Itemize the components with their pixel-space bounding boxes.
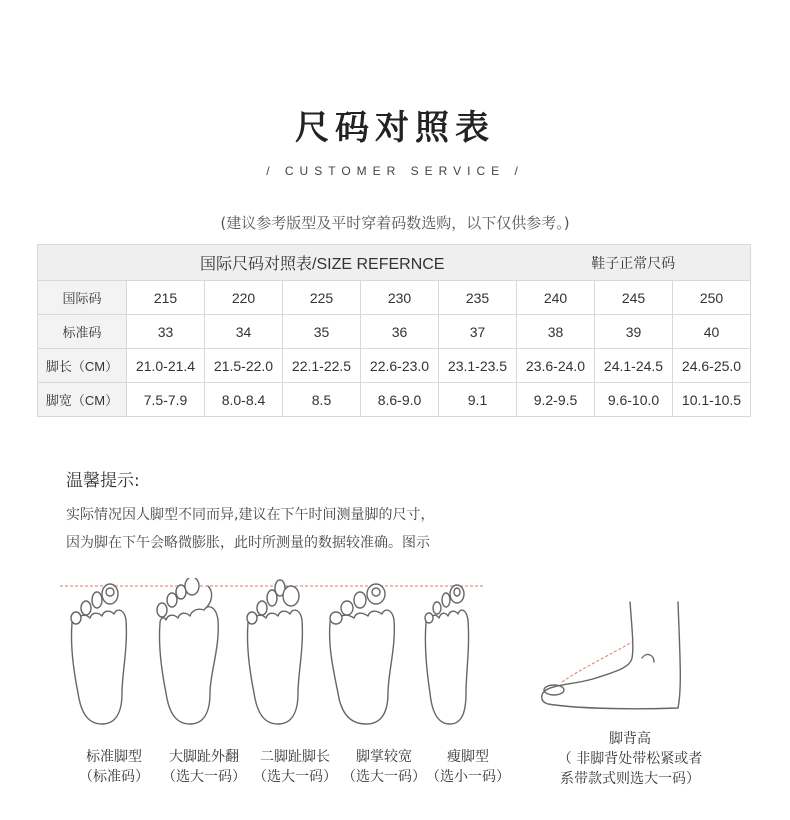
table-cell: 220 [205, 281, 283, 315]
table-cell: 9.6-10.0 [595, 383, 673, 417]
tips-line-1: 实际情况因人脚型不同而异,建议在下午时间测量脚的尺寸， [66, 507, 435, 523]
foot-type-name: 瘦脚型 [447, 749, 489, 765]
size-chart-table [37, 244, 751, 417]
instep-guide-line [562, 642, 632, 682]
table-cell: 35 [283, 315, 361, 349]
foot-type-advice: （标准码） [79, 769, 149, 785]
thin-foot-icon [425, 585, 469, 724]
foot-type-name: 脚掌较宽 [356, 749, 412, 765]
table-cell: 39 [595, 315, 673, 349]
table-row [38, 383, 751, 417]
instep-name: 脚背高 [609, 731, 651, 747]
foot-type-advice: （选小一码） [426, 769, 510, 785]
table-cell: 9.2-9.5 [517, 383, 595, 417]
wide-foot-icon [330, 584, 395, 724]
table-cell: 240 [517, 281, 595, 315]
table-cell: 40 [673, 315, 751, 349]
table-cell: 21.0-21.4 [127, 349, 205, 383]
page-title: 尺码对照表 [295, 108, 495, 148]
row-label: 标准码 [38, 315, 127, 349]
table-cell: 24.6-25.0 [673, 349, 751, 383]
table-cell: 21.5-22.0 [205, 349, 283, 383]
table-cell: 22.6-23.0 [361, 349, 439, 383]
table-header-right: 鞋子正常尺码 [517, 245, 751, 281]
table-cell: 245 [595, 281, 673, 315]
table-cell: 225 [283, 281, 361, 315]
table-cell: 38 [517, 315, 595, 349]
table-cell: 24.1-24.5 [595, 349, 673, 383]
table-cell: 9.1 [439, 383, 517, 417]
tips-line-2: 因为脚在下午会略微膨胀，此时所测量的数据较准确。图示 [66, 535, 430, 551]
table-cell: 33 [127, 315, 205, 349]
table-cell: 23.6-24.0 [517, 349, 595, 383]
table-cell: 8.5 [283, 383, 361, 417]
foot-type-name: 标准脚型 [86, 749, 142, 765]
row-label: 脚长（CM） [38, 349, 127, 383]
table-header-main: 国际尺码对照表/SIZE REFERNCE [38, 245, 517, 281]
foot-types-illustration [58, 578, 488, 728]
table-cell: 36 [361, 315, 439, 349]
long-second-toe-foot-icon [247, 580, 302, 724]
table-row [38, 349, 751, 383]
table-cell: 230 [361, 281, 439, 315]
foot-type-name: 大脚趾外翻 [169, 749, 239, 765]
table-cell: 10.1-10.5 [673, 383, 751, 417]
reference-note: (建议参考版型及平时穿着码数选购，以下仅供参考。) [220, 214, 570, 232]
table-cell: 34 [205, 315, 283, 349]
table-cell: 22.1-22.5 [283, 349, 361, 383]
foot-type-advice: （选大一码） [253, 769, 337, 785]
foot-type-advice: （选大一码） [162, 769, 246, 785]
instep-advice-line-1: （ 非脚背处带松紧或者 [557, 751, 703, 767]
instep-height-foot-icon [532, 598, 692, 718]
table-row [38, 315, 751, 349]
table-cell: 8.6-9.0 [361, 383, 439, 417]
table-header-row [38, 245, 751, 281]
table-row [38, 281, 751, 315]
table-cell: 250 [673, 281, 751, 315]
row-label: 国际码 [38, 281, 127, 315]
standard-foot-icon [71, 584, 126, 724]
bunion-foot-icon [157, 578, 218, 724]
tips-title: 温馨提示: [66, 471, 140, 491]
table-cell: 215 [127, 281, 205, 315]
instep-advice-line-2: 系带款式则选大一码） [560, 771, 700, 787]
table-cell: 235 [439, 281, 517, 315]
table-cell: 37 [439, 315, 517, 349]
foot-type-advice: （选大一码） [342, 769, 426, 785]
foot-type-name: 二脚趾脚长 [260, 749, 330, 765]
table-cell: 8.0-8.4 [205, 383, 283, 417]
table-cell: 23.1-23.5 [439, 349, 517, 383]
row-label: 脚宽（CM） [38, 383, 127, 417]
page-subtitle: / CUSTOMER SERVICE / [266, 164, 524, 178]
table-cell: 7.5-7.9 [127, 383, 205, 417]
